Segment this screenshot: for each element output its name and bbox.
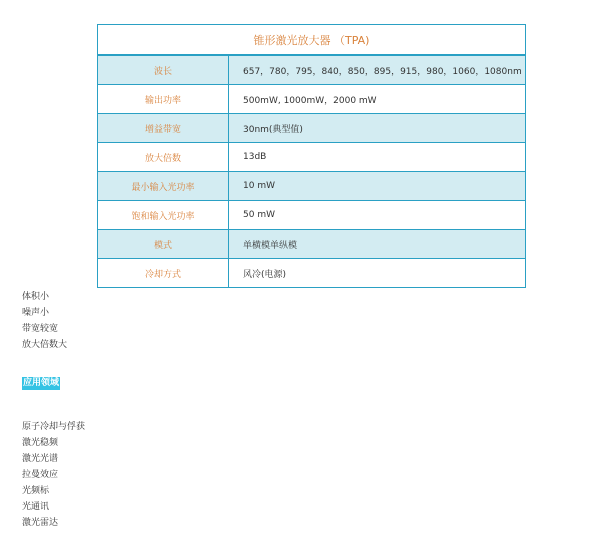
row-value: 单横模单纵模 <box>229 230 526 259</box>
application-item: 光通讯 <box>22 502 50 512</box>
feature-item: 放大倍数大 <box>22 340 68 350</box>
table-row <box>98 143 526 172</box>
table-row <box>98 230 526 259</box>
row-label: 最小输入光功率 <box>98 172 229 201</box>
table-title: 锥形激光放大器 （TPA) <box>98 25 526 56</box>
row-value: 500mW, 1000mW，2000 mW <box>229 85 526 114</box>
application-item: 激光光谱 <box>22 454 59 464</box>
table-row <box>98 55 526 85</box>
spec-table <box>97 24 526 288</box>
row-label: 输出功率 <box>98 85 229 114</box>
table-row <box>98 85 526 114</box>
application-item: 拉曼效应 <box>22 470 59 480</box>
row-value: 风冷(电源) <box>229 259 526 288</box>
feature-list <box>22 289 67 353</box>
row-value: 13dB <box>229 143 526 172</box>
table-row <box>98 114 526 143</box>
row-value: 657，780，795，840，850，895，915，980，1060，1080nm <box>229 55 526 85</box>
applications-heading: 应用领域 <box>23 378 60 388</box>
feature-item: 体积小 <box>22 292 50 302</box>
row-label: 冷却方式 <box>98 259 229 288</box>
application-list <box>22 419 85 531</box>
feature-item: 带宽较宽 <box>22 324 59 334</box>
table-header-row <box>98 25 526 56</box>
row-label: 模式 <box>98 230 229 259</box>
table-row <box>98 172 526 201</box>
table-row <box>98 201 526 230</box>
table-row <box>98 259 526 288</box>
row-label: 增益带宽 <box>98 114 229 143</box>
row-value: 10 mW <box>229 172 526 201</box>
application-item: 激光雷达 <box>22 518 59 528</box>
application-item: 原子冷却与俘获 <box>22 422 86 432</box>
application-item: 光频标 <box>22 486 50 496</box>
row-label: 饱和输入光功率 <box>98 201 229 230</box>
feature-item: 噪声小 <box>22 308 50 318</box>
application-item: 激光稳频 <box>22 438 59 448</box>
row-label: 放大倍数 <box>98 143 229 172</box>
row-value: 30nm(典型值) <box>229 114 526 143</box>
row-value: 50 mW <box>229 201 526 230</box>
row-label: 波长 <box>98 55 229 85</box>
